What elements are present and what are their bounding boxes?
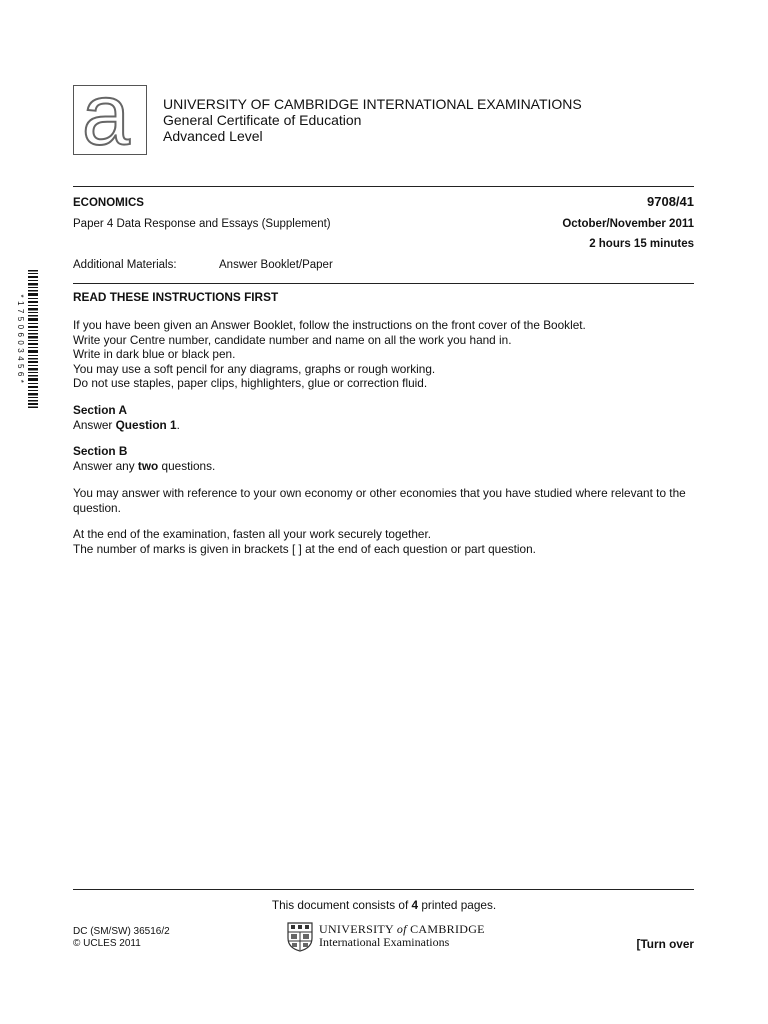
paper-code: 9708/41 [647,194,694,209]
cambridge-crest-icon [287,922,313,952]
instructions-list [73,318,586,391]
end-note-marks: The number of marks is given in brackets [ ] at the end of each question or part question. [73,541,536,556]
document-ref-code: DC (SM/SW) 36516/2 [73,926,170,937]
instruction-line: If you have been given an Answer Booklet, follow the instructions on the front cover of the Booklet. [73,318,586,332]
end-note-fasten: At the end of the examination, fasten all your work securely together. [73,527,432,541]
section-b-block [73,444,215,473]
section-a-pre: Answer [73,417,116,432]
cam-of: of [396,922,407,936]
exam-session: October/November 2011 [562,218,694,230]
divider-middle [73,283,694,284]
section-a-question: Question 1 [115,417,177,432]
materials-value: Answer Booklet/Paper [219,259,333,271]
instruction-line: You may use a soft pencil for any diagrams, graphs or rough working. [73,361,436,376]
copyright: © UCLES 2011 [73,938,141,949]
section-a-text [73,418,180,433]
barcode-digits: * 1 7 5 0 6 0 3 4 5 6 * [16,294,25,384]
instruction-line: Write your Centre number, candidate number and name on all the work you hand in. [73,332,512,347]
cambridge-logo [287,922,487,952]
divider-top [73,186,694,187]
cambridge-logo-line2: International Examinations [319,935,450,949]
instructions-heading: READ THESE INSTRUCTIONS FIRST [73,290,279,304]
header-block [163,96,582,144]
page-count: 4 [411,898,419,912]
page-count-pre: This document consists of [271,898,412,912]
section-a-block [73,403,180,432]
end-notes [73,527,536,556]
section-a-heading: Section A [73,403,127,417]
paper-title: Paper 4 Data Response and Essays (Supplement) [73,218,331,230]
instruction-line: Write in dark blue or black pen. [73,347,236,362]
divider-footer [73,889,694,890]
reference-note-block [73,486,698,515]
cam-university: UNIVERSITY [319,922,397,936]
section-b-count: two [137,458,159,473]
barcode-digits-wrap [14,270,26,408]
logo-letter: a [82,67,130,163]
barcode [28,270,38,408]
header-level: Advanced Level [163,128,263,144]
exam-duration: 2 hours 15 minutes [589,238,694,250]
header-certificate: General Certificate of Education [163,112,362,128]
instructions-heading-wrap [73,290,278,305]
turn-over-label: [Turn over [636,937,694,951]
section-b-post: questions. [158,458,216,473]
materials-label: Additional Materials: [73,259,177,271]
cam-cambridge: CAMBRIDGE [406,922,485,936]
page-count-line [0,898,768,912]
section-b-text [73,459,215,474]
header-university: UNIVERSITY OF CAMBRIDGE INTERNATIONAL EXAMINATIONS [163,96,582,112]
section-a-post: . [176,417,180,432]
exam-board-logo [73,67,147,163]
page-count-post: printed pages. [418,898,497,912]
instruction-line: Do not use staples, paper clips, highlighters, glue or correction fluid. [73,376,428,391]
reference-note: You may answer with reference to your own economy or other economies that you have studied where relevant to the question. [73,486,686,515]
section-b-pre: Answer any [73,458,138,473]
subject-name: ECONOMICS [73,197,144,209]
section-b-heading: Section B [73,444,128,458]
